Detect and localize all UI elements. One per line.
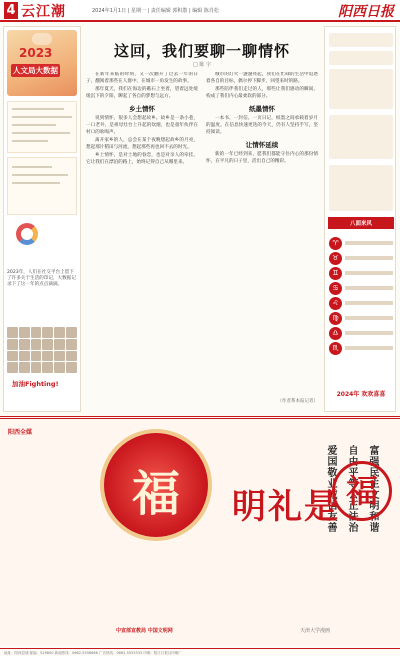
section-title: 云江潮 — [21, 4, 66, 20]
fighting-tagline: 加油Fighting! — [12, 380, 59, 388]
stats-panel — [7, 101, 77, 153]
ad-slogan: 明礼是 — [232, 487, 340, 527]
paragraph: 在新年来临的时刻，又一次翻开了过去一年的日子，翻阅着那些在人群中、在城市一角发生的故事。 — [86, 72, 198, 84]
zodiac-text-line — [345, 256, 393, 260]
paragraph: 说到情怀，很多人会想起故乡。故乡是一条小巷，一口老井，是祖母灶台上升起的炊烟，也是童年伙伴在村口的吆喝声。 — [86, 116, 198, 135]
avatar-grid — [7, 327, 77, 373]
sidebar-blurb: 2023年，人们在社交平台上留下了许多关于生活的印记，大数据记录下了这一年的点点滴滴。 — [7, 270, 76, 287]
verse-line: 爱国敬业诚信友善 — [325, 445, 336, 533]
info-block — [329, 33, 393, 47]
verse-line: 富强民主文明和谐 — [367, 445, 378, 533]
zodiac-icon: ♋ — [329, 282, 342, 295]
zodiac-icon: ♉ — [329, 252, 342, 265]
feature-cover — [7, 30, 77, 96]
year-tag: 2024年 欢欢喜喜 — [336, 391, 386, 398]
paragraph: 新的一年已经到来，愿我们都能守住内心的那份情怀，在平凡的日子里，活出自己的精彩。 — [206, 152, 318, 164]
decor-bubble — [32, 33, 52, 45]
fu-papercut — [104, 433, 208, 537]
section-subhead: 乡土情怀 — [129, 105, 155, 114]
zodiac-text-line — [345, 301, 393, 305]
zodiac-text-line — [345, 241, 393, 245]
paper-logo: 阳西日报 — [338, 4, 394, 20]
article-column-right — [206, 72, 318, 410]
zodiac-text-line — [345, 286, 393, 290]
fu-character: 福 — [131, 466, 180, 522]
donut-chart-icon — [16, 223, 38, 245]
paragraph: 一本书、一封信、一页日记，纸墨之间承载着岁月的温度。在信息快速更迭的今天，仍有人坚持手写，坚持阅读。 — [206, 116, 318, 135]
zodiac-icon: ♏ — [329, 342, 342, 355]
chart-panel — [7, 157, 77, 215]
info-block — [329, 165, 393, 211]
main-article — [86, 26, 318, 412]
zodiac-icon: ♌ — [329, 297, 342, 310]
zodiac-icon: ♎ — [329, 327, 342, 340]
zodiac-text-line — [345, 346, 393, 350]
issue-meta: 2024年1月1日 | 星期一 | 责任编辑 郭积散 | 编辑 陈肖松 — [92, 8, 219, 14]
zodiac-icon: ♈ — [329, 237, 342, 250]
civility-ad — [0, 416, 400, 646]
left-sidebar — [3, 26, 81, 412]
zodiac-text-line — [345, 271, 393, 275]
zodiac-icon: ♍ — [329, 312, 342, 325]
imprint-strip: 地址：阳西县城 邮编：529800 新闻热线：0662-5556666 广告热线：0662-5553333 印刷：阳江日报社印刷厂 — [0, 648, 400, 656]
author-note: （作者系本报记者） — [277, 399, 318, 404]
paragraph: 乡土情怀，是对土地的眷恋，也是对亲人的牵挂。它让我们在漂泊的路上，始终记得自己从哪里来。 — [86, 153, 198, 165]
paragraph: 城市的灯火一盏盏亮起，我们在忙碌的生活中追逐着各自的目标，偶尔停下脚步，回望来时的路。 — [206, 72, 318, 84]
zodiac-icon: ♊ — [329, 267, 342, 280]
cover-subtitle: 人文局大数据 — [13, 66, 58, 75]
paragraph: 离开家乡的人，总会在某个夜晚想起故乡的月亮，想起那片稻田与河流，想起那些再也回不去的时光。 — [86, 138, 198, 150]
ad-caption: 中宣部宣教局 中国文明网 — [116, 628, 173, 634]
horoscope-header: 八面来风 — [328, 217, 394, 229]
article-byline: □ 陈 宇 — [193, 62, 211, 68]
verse-line: 自由平等公正法治 — [346, 445, 357, 533]
info-block — [329, 51, 393, 65]
article-headline: 这回，我们要聊一聊情怀 — [113, 42, 290, 60]
zodiac-text-line — [345, 316, 393, 320]
ad-logo: 阳西全媒 — [8, 429, 33, 436]
zodiac-list — [329, 237, 393, 355]
paragraph: 那年夏天，我们在海边的礁石上坐着，望着远处缓缓沉下的夕阳，聊起了各自的梦想与远方。 — [86, 87, 198, 99]
zodiac-text-line — [345, 331, 393, 335]
paragraph: 那些陪伴我们走过的人，那些让我们感动的瞬间，构成了我们内心最柔软的部分。 — [206, 87, 318, 99]
ad-credit: 天津大学漫画 — [300, 628, 331, 634]
masthead — [0, 0, 400, 22]
info-block — [329, 115, 393, 159]
page-number: 4 — [4, 2, 18, 19]
section-subhead: 纸墨情怀 — [249, 105, 275, 114]
section-subhead: 让情怀延续 — [245, 141, 279, 150]
cover-year: 2023 — [19, 46, 53, 60]
right-sidebar — [324, 26, 396, 412]
article-column-left — [86, 72, 198, 410]
info-block — [329, 69, 393, 109]
slogan-fu: 福 — [332, 461, 392, 521]
